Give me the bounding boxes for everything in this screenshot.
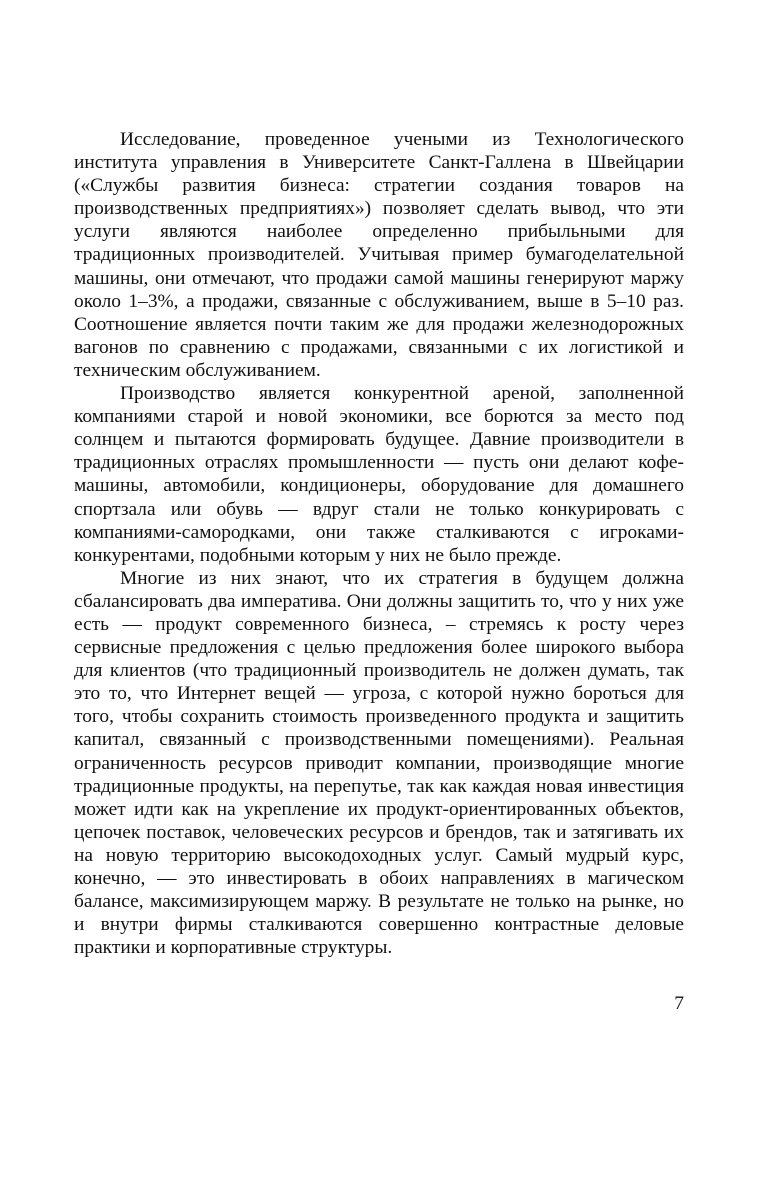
paragraph-3: Многие из них знают, что их стратегия в будущем должна сбалансировать два императива. Они должны защитить то, что у них уже есть — продукт современного бизнеса, – стремясь к росту через сервисные предложения с целью предложения более широкого выбора для клиентов (что традиционный производитель не должен думать, так это то, что Интернет вещей — угроза, с которой нужно бороться для того, чтобы сохранить стоимость произведенного продукта и защитить капитал, связанный с производственными помещениями). Реальная ограниченность ресурсов приводит компании, производящие многие традиционные продукты, на перепутье, так как каждая новая инвестиция может идти как на укрепление их продукт-ориентированных объектов, цепочек поставок, человеческих ресурсов и брендов, так и затягивать их на новую территорию высокодоходных услуг. Самый мудрый курс, конечно, — это инвестировать в обоих направлениях в магическом балансе, максимизирующем маржу. В результате не только на рынке, но и внутри фирмы сталкиваются совершенно контрастные деловые практики и корпоративные структуры. xyxy=(74,567,684,959)
paragraph-1: Исследование, проведенное учеными из Технологического института управления в Университете Санкт-Галлена в Швейцарии («Службы развития бизнеса: стратегии создания товаров на производственных предприятиях») позволяет сделать вывод, что эти услуги являются наиболее определенно прибыльными для традиционных производителей. Учитывая пример бумагоделательной машины, они отмечают, что продажи самой машины генерируют маржу около 1–3%, а продажи, связанные с обслуживанием, выше в 5–10 раз. Соотношение является почти таким же для продажи железнодорожных вагонов по сравнению с продажами, связанными с их логистикой и техническим обслуживанием. xyxy=(74,129,684,381)
page-number: 7 xyxy=(674,993,684,1014)
paragraph-2: Производство является конкурентной ареной, заполненной компаниями старой и новой экономики, все борются за место под солнцем и пытаются формировать будущее. Давние производители в традиционных отраслях промышленности — пусть они делают кофе-машины, автомобили, кондиционеры, оборудование для домашнего спортзала или обувь — вдруг стали не только конкурировать с компаниями-самородками, они также сталкиваются с игроками-конкурентами, подобными которым у них не было прежде. xyxy=(74,383,684,566)
page-body xyxy=(74,128,684,959)
